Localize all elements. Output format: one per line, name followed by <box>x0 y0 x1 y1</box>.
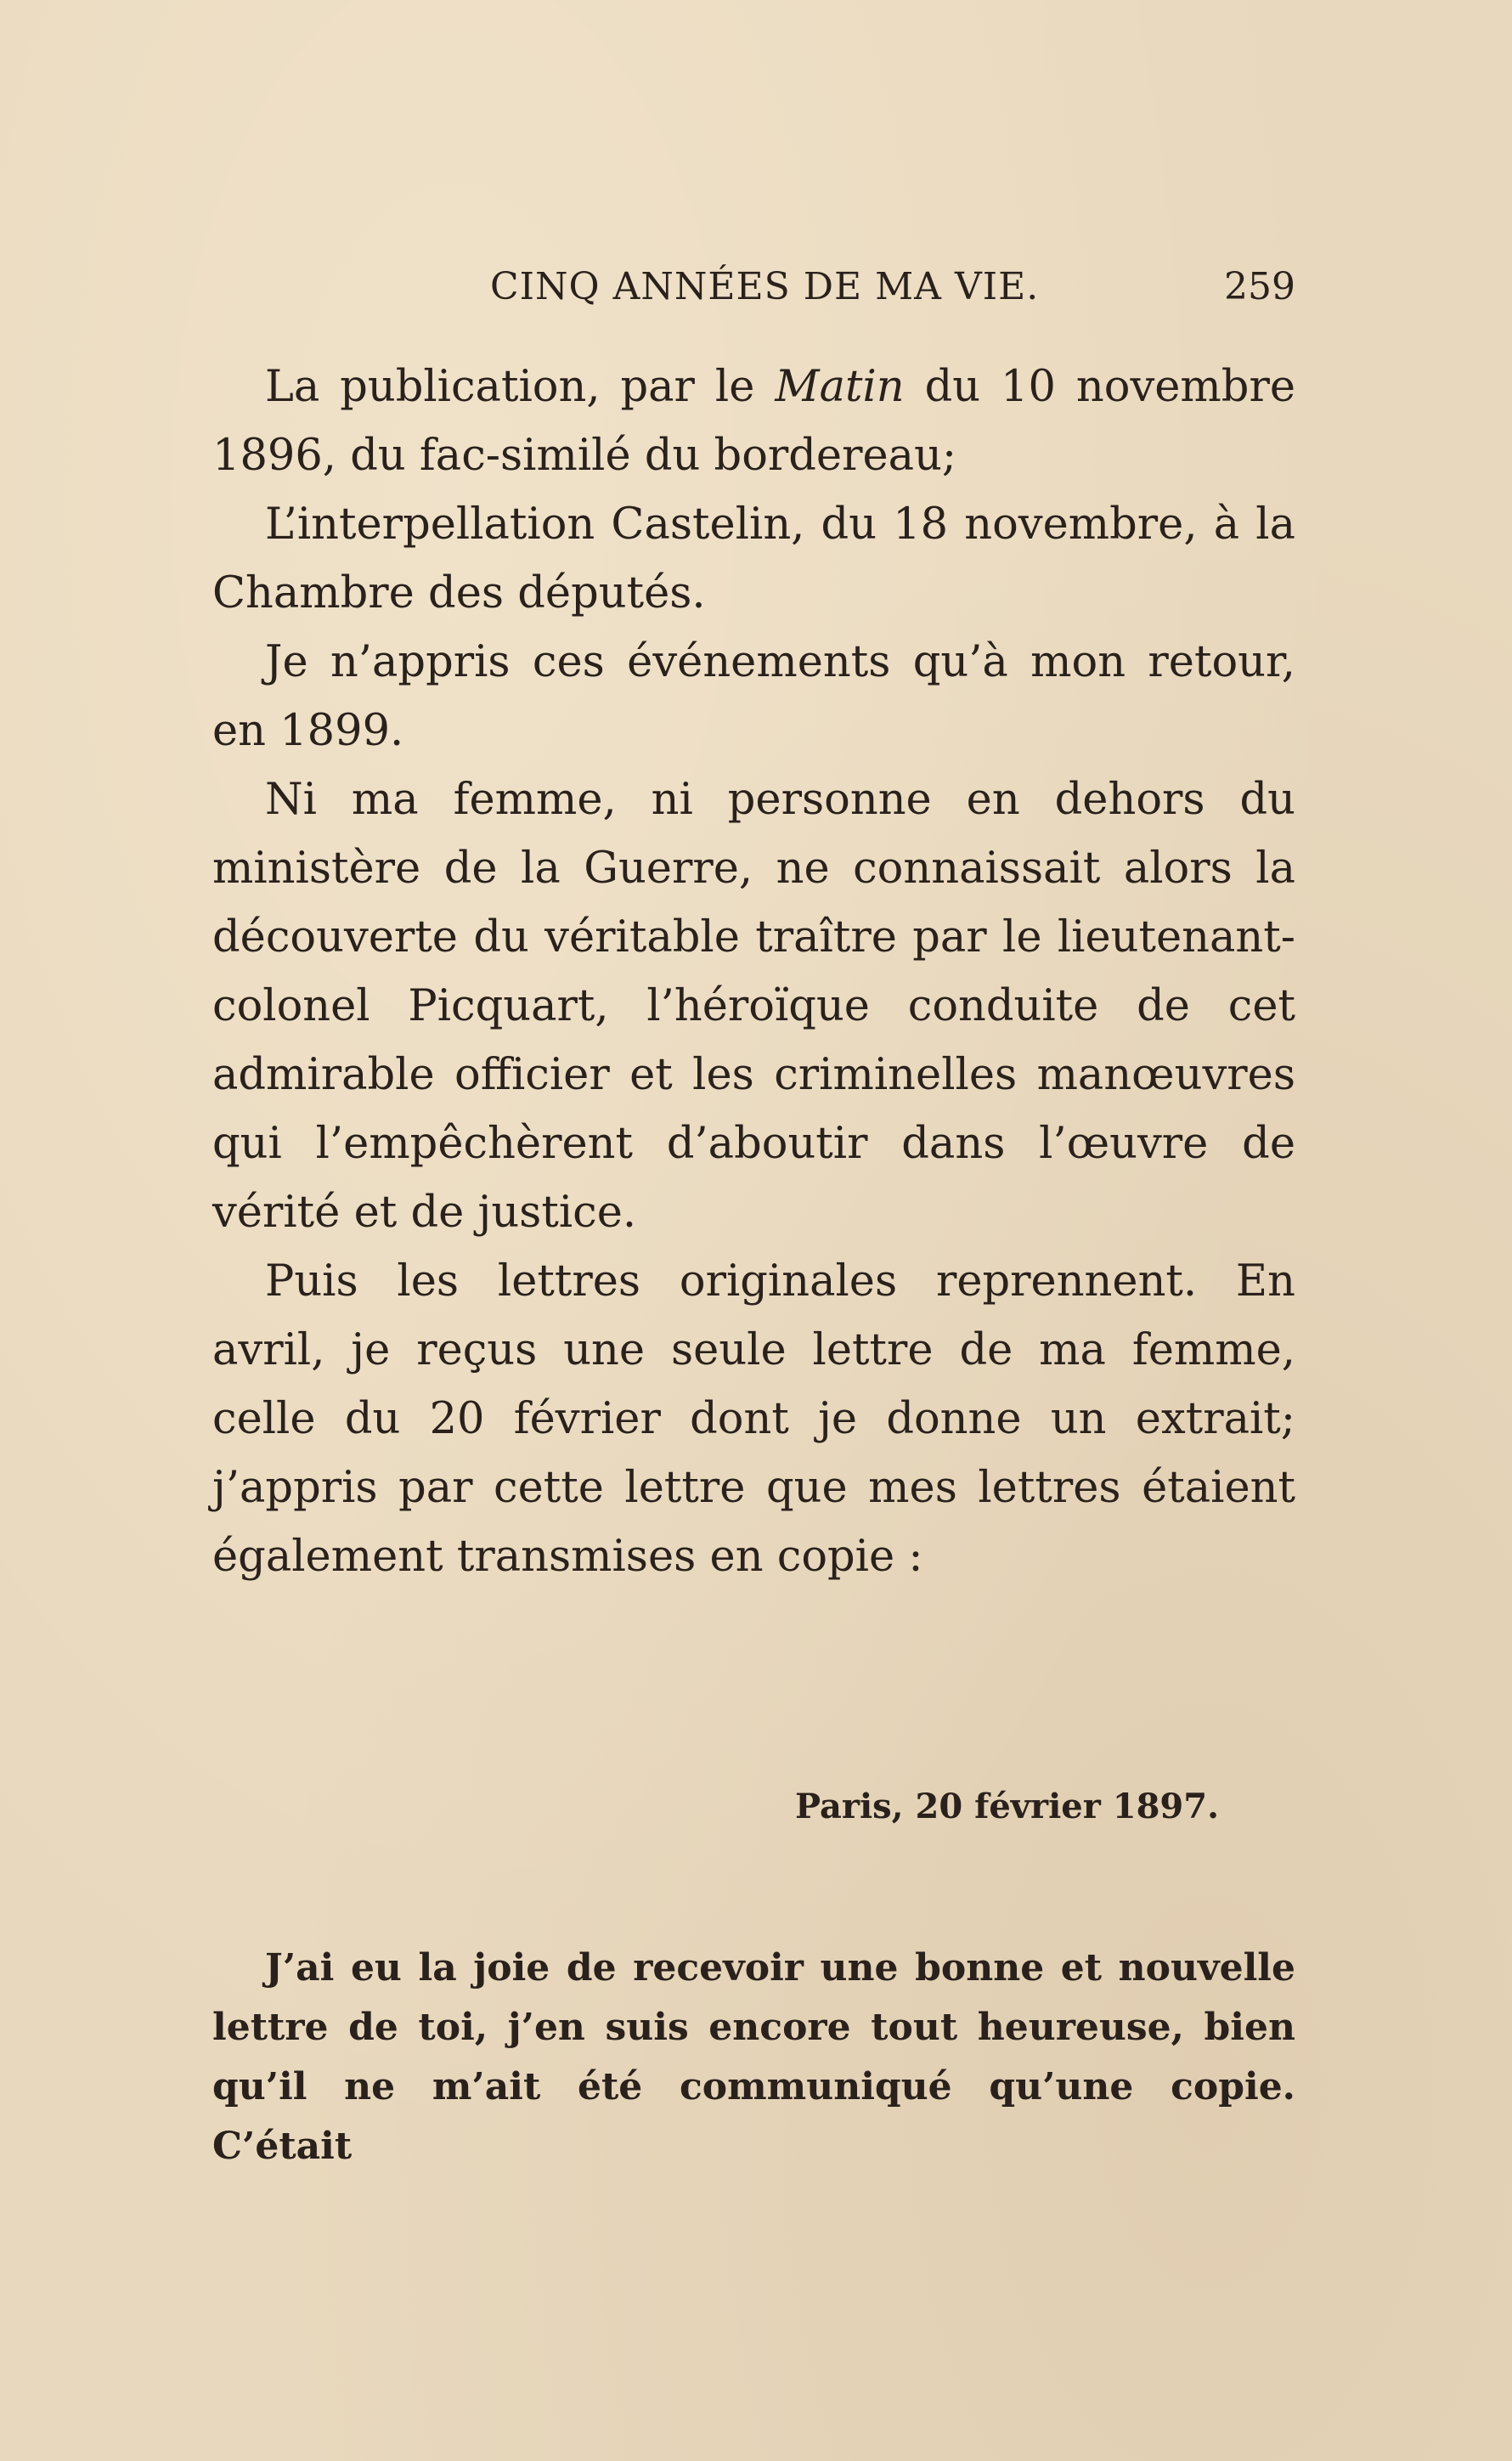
paragraph-publication <box>212 353 1295 490</box>
page-header <box>212 265 1295 316</box>
page-number: 259 <box>1224 265 1295 308</box>
letter-excerpt <box>212 1939 1295 2176</box>
paragraph-letters: Puis les lettres originales reprennent. En avril, je reçus une seule lettre de ma femme, celle du 20 février dont je donne un extrait; j’appris par cette lettre que mes lettres étaient également transmises en copie : <box>212 1256 1295 1582</box>
body-text <box>212 353 1295 1591</box>
paragraph-return: Je n’appris ces événements qu’à mon retour, en 1899. <box>212 637 1295 756</box>
paragraph-picquart: Ni ma femme, ni personne en dehors du ministère de la Guerre, ne connaissait alors la découverte du véritable traître par le lieutenant-colonel Picquart, l’héroïque conduite de cet admirable officier et les criminelles manœuvres qui l’empêchèrent d’aboutir dans l’œuvre de vérité et de justice. <box>212 775 1295 1238</box>
letter-paragraph: J’ai eu la joie de recevoir une bonne et nouvelle lettre de toi, j’en suis encore tout heureuse, bien qu’il ne m’ait été communiqué qu’une copie. C’était <box>212 1946 1295 2168</box>
newspaper-title: Matin <box>775 362 905 412</box>
paragraph-interpellation: L’interpellation Castelin, du 18 novembre, à la Chambre des députés. <box>212 500 1295 618</box>
paragraph-publication-end: du 10 novembre 1896, du fac-similé du bordereau; <box>212 362 1296 481</box>
running-title: CINQ ANNÉES DE MA VIE. <box>490 265 1040 308</box>
paragraph-publication-start: La publication, par le <box>265 362 776 412</box>
letter-dateline: Paris, 20 février 1897. <box>794 1786 1219 1826</box>
